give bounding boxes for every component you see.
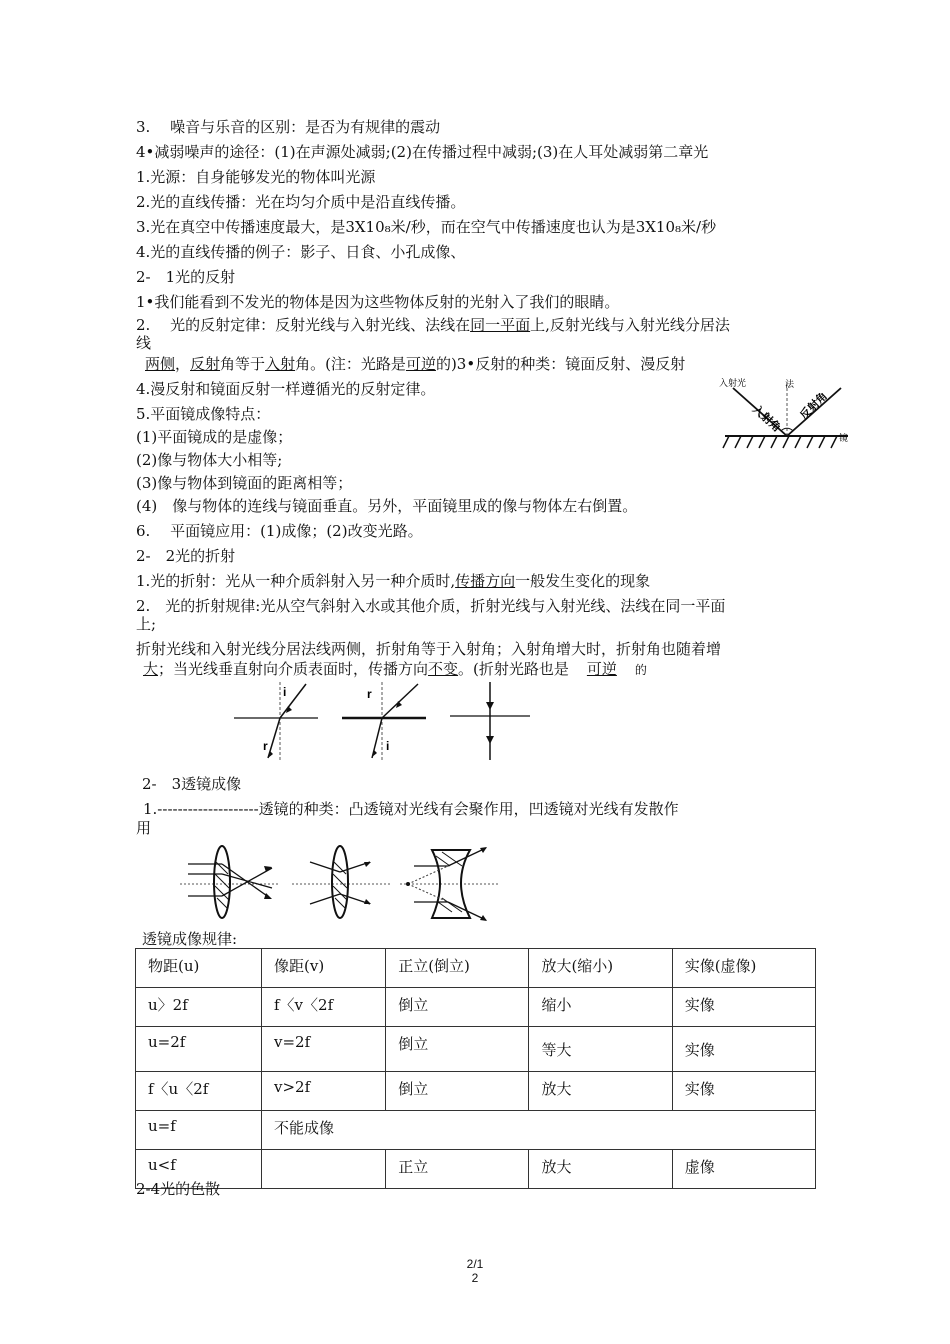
text-line: (1)平面镜成的是虚像； bbox=[136, 428, 293, 446]
text-line: (2)像与物体大小相等; bbox=[136, 451, 283, 469]
text-line: 2. 光的折射规律:光从空气斜射入水或其他介质，折射光线与入射光线、法线在同一平面 bbox=[136, 597, 726, 615]
normal-label: 法 bbox=[785, 380, 795, 390]
table-cell: 放大 bbox=[529, 1150, 672, 1189]
table-cell: 正立 bbox=[386, 1150, 529, 1189]
table-cell: 缩小 bbox=[529, 988, 672, 1027]
text-line: 6. 平面镜应用：(1)成像；(2)改变光路。 bbox=[136, 522, 423, 540]
table-cell: f〈u〈2f bbox=[136, 1072, 262, 1111]
text-line: 1•我们能看到不发光的物体是因为这些物体反射的光射入了我们的眼睛。 bbox=[136, 293, 620, 311]
text-line: 折射光线和入射光线分居法线两侧，折射角等于入射角；入射角增大时，折射角也随着增 bbox=[136, 640, 722, 658]
text-line: 大；当光线垂直射向介质表面时，传播方向不变。(折射光路也是 可逆 的 bbox=[143, 660, 647, 678]
incident-angle-label: 入射角 bbox=[750, 402, 784, 435]
table-header-cell: 正立(倒立) bbox=[386, 949, 529, 988]
text-line: 4•减弱噪声的途径：(1)在声源处减弱;(2)在传播过程中减弱;(3)在人耳处减弱第二章光 bbox=[136, 143, 709, 161]
table-row bbox=[136, 1150, 816, 1189]
angle-r-label: r bbox=[263, 739, 268, 753]
table-cell: 虚像 bbox=[672, 1150, 815, 1189]
page-number: 2/1 bbox=[466, 1257, 484, 1271]
table-cell: 等大 bbox=[529, 1027, 672, 1072]
text-line: 1.光源：自身能够发光的物体叫光源 bbox=[136, 168, 376, 186]
table-cell: 实像 bbox=[672, 988, 815, 1027]
angle-i-label: i bbox=[283, 685, 287, 699]
text-line: 线 bbox=[136, 334, 152, 352]
angle-i-label: i bbox=[386, 739, 390, 753]
text-line: 3. 噪音与乐音的区别：是否为有规律的震动 bbox=[136, 118, 441, 136]
table-header-cell: 放大(缩小) bbox=[529, 949, 672, 988]
text-line: (4) 像与物体的连线与镜面垂直。另外，平面镜里成的像与物体左右倒置。 bbox=[136, 497, 638, 515]
table-header-cell: 物距(u) bbox=[136, 949, 262, 988]
table-caption: 透镜成像规律: bbox=[142, 930, 238, 948]
reflected-angle-label: 反射角 bbox=[797, 389, 830, 423]
page-total: 2 bbox=[471, 1271, 479, 1285]
table-row bbox=[136, 1111, 816, 1150]
table-cell: u〉2f bbox=[136, 988, 262, 1027]
text-line: 4.漫反射和镜面反射一样遵循光的反射定律。 bbox=[136, 380, 436, 398]
reflection-diagram bbox=[715, 378, 855, 458]
refraction-diagrams bbox=[230, 678, 540, 763]
table-cell: 倒立 bbox=[386, 1027, 529, 1072]
text-line: 2.光的直线传播：光在均匀介质中是沿直线传播。 bbox=[136, 193, 466, 211]
table-cell: u=2f bbox=[136, 1027, 262, 1072]
table-cell: v=2f bbox=[262, 1027, 386, 1072]
section-heading: 2- 2光的折射 bbox=[136, 547, 236, 565]
text-line: 1.--------------------透镜的种类：凸透镜对光线有会聚作用，凹透镜对光线有发散作 bbox=[143, 800, 679, 818]
table-row bbox=[136, 988, 816, 1027]
table-cell bbox=[262, 1150, 386, 1189]
table-header-cell: 实像(虚像) bbox=[672, 949, 815, 988]
section-heading: 2- 3透镜成像 bbox=[142, 775, 242, 793]
table-cell: 倒立 bbox=[386, 1072, 529, 1111]
text-line: 4.光的直线传播的例子：影子、日食、小孔成像、 bbox=[136, 243, 466, 261]
table-cell: u<f bbox=[136, 1150, 262, 1189]
text-line: 1.光的折射：光从一种介质斜射入另一种介质时,传播方向一般发生变化的现象 bbox=[136, 572, 651, 590]
table-cell: f〈v〈2f bbox=[262, 988, 386, 1027]
mirror-label: 镜 bbox=[839, 434, 849, 444]
text-line: 3.光在真空中传播速度最大，是3X10₈米/秒，而在空气中传播速度也认为是3X10₈米/秒 bbox=[136, 218, 717, 236]
text-line: 上; bbox=[136, 615, 157, 633]
table-cell: 不能成像 bbox=[262, 1111, 816, 1150]
section-heading: 2-4光的色散 bbox=[136, 1180, 221, 1198]
table-header-row bbox=[136, 949, 816, 988]
lens-imaging-table bbox=[135, 948, 816, 1189]
table-cell: v>2f bbox=[262, 1072, 386, 1111]
table-header-cell: 像距(v) bbox=[262, 949, 386, 988]
table-cell: u=f bbox=[136, 1111, 262, 1150]
table-cell: 放大 bbox=[529, 1072, 672, 1111]
lens-diagrams bbox=[180, 842, 500, 924]
table-cell: 实像 bbox=[672, 1072, 815, 1111]
angle-r-label: r bbox=[367, 687, 372, 701]
incident-ray-label: 入射光 bbox=[719, 379, 747, 389]
table-cell: 倒立 bbox=[386, 988, 529, 1027]
table-cell: 实像 bbox=[672, 1027, 815, 1072]
table-row bbox=[136, 1072, 816, 1111]
section-heading: 2- 1光的反射 bbox=[136, 268, 236, 286]
text-line: 两侧，反射角等于入射角。(注：光路是可逆的)3•反射的种类：镜面反射、漫反射 bbox=[145, 355, 686, 373]
text-line: (3)像与物体到镜面的距离相等； bbox=[136, 474, 353, 492]
text-line: 用 bbox=[136, 819, 152, 837]
text-line: 5.平面镜成像特点： bbox=[136, 405, 271, 423]
table-row bbox=[136, 1027, 816, 1072]
text-line: 2. 光的反射定律：反射光线与入射光线、法线在同一平面上,反射光线与入射光线分居法 bbox=[136, 316, 730, 334]
